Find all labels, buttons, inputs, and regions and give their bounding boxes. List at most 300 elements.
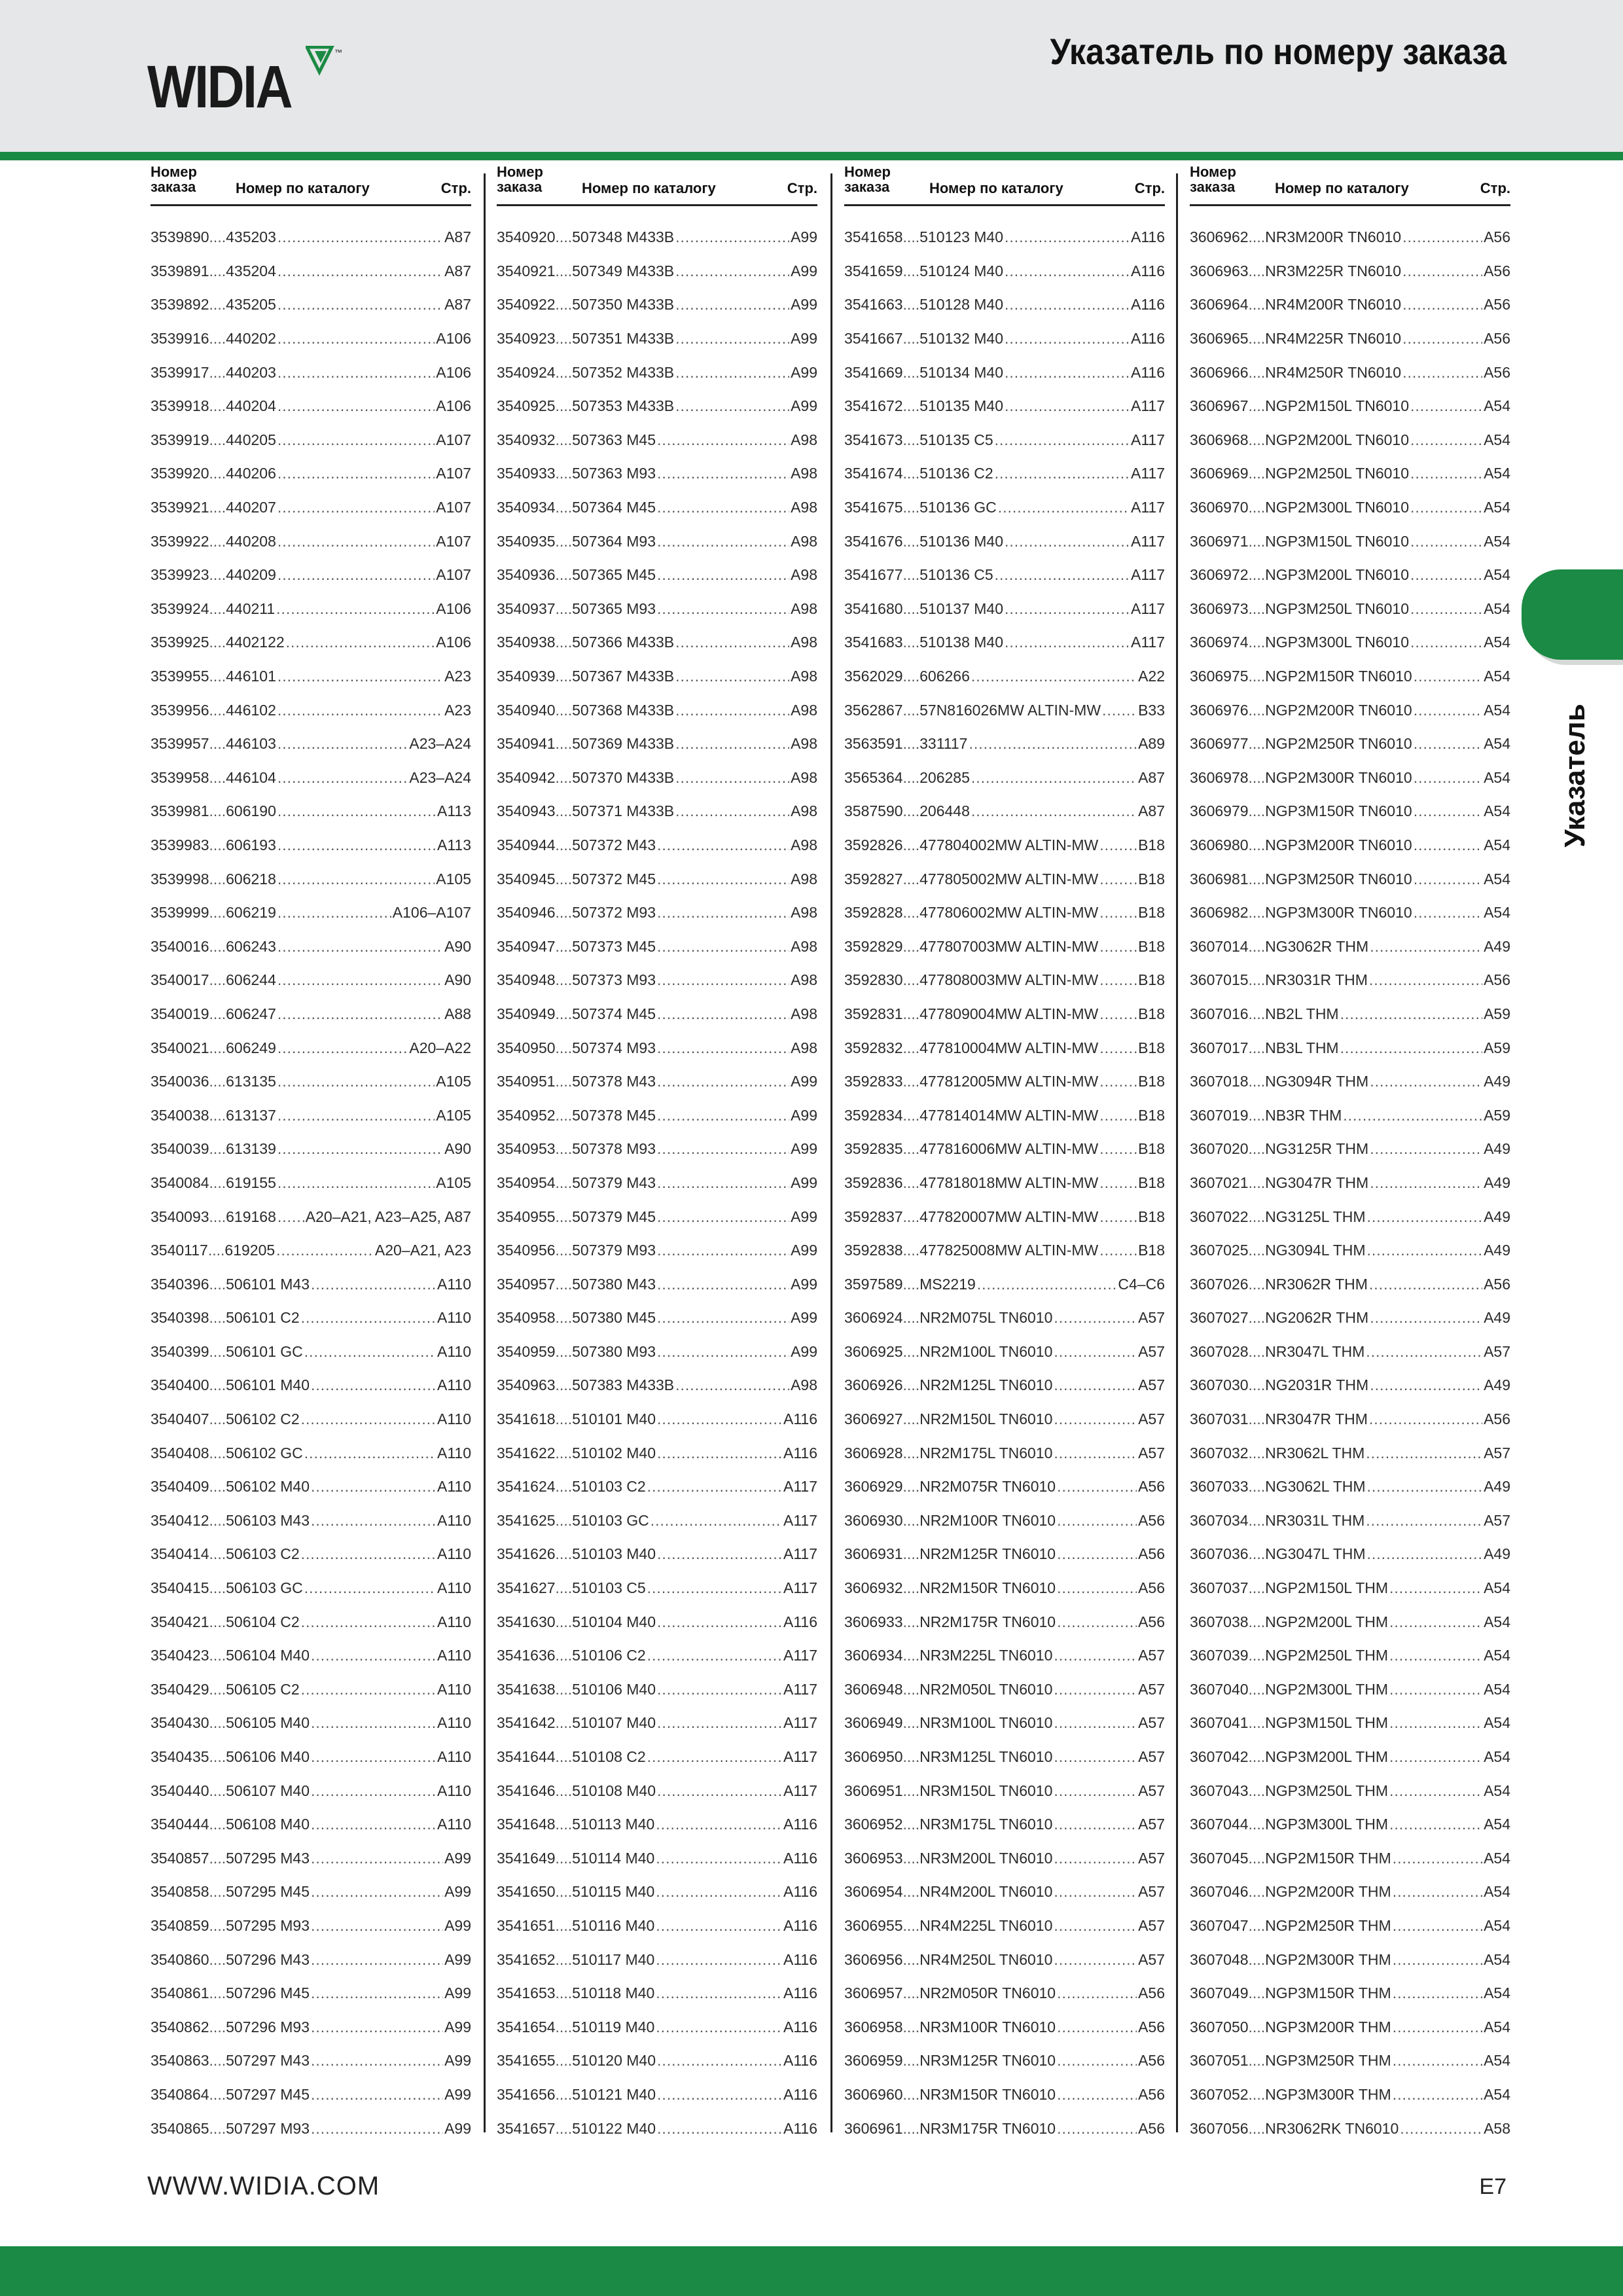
page-reference: A56 [1484,363,1510,381]
index-row [497,1842,817,1876]
page-reference: A56 [1138,1478,1165,1496]
order-number: 3607026 [1190,1275,1249,1293]
page-reference: A54 [1484,600,1510,617]
dot-leader [1410,533,1482,550]
index-row [1190,2111,1510,2145]
page-reference: A110 [437,1714,471,1732]
dot-leader [1099,1039,1137,1057]
column-header [1190,161,1510,206]
page-reference: A87 [444,262,471,279]
index-row [497,592,817,626]
catalog-number: NG2062R THM [1265,1309,1369,1327]
catalog-number: 510132 M40 [919,330,1003,348]
side-tab[interactable] [1522,569,1623,660]
page-reference: A54 [1484,532,1510,550]
dot-leader [647,1579,782,1597]
dot-leader: .... [555,1647,573,1664]
page-reference: A117 [783,1782,817,1799]
dot-leader [311,1376,436,1394]
catalog-number: 510101 M40 [572,1410,656,1428]
index-row [497,221,817,255]
index-row [844,255,1165,289]
dot-leader [656,1917,782,1935]
page-reference: A106 [436,600,471,617]
page-reference: A99 [791,397,817,415]
page-reference: A116 [1130,330,1165,348]
order-number: 3592831 [844,1005,903,1022]
page-reference: A57 [1138,1816,1165,1833]
page-reference: A98 [791,499,817,516]
page-reference: A116 [783,1916,817,1934]
dot-leader [1054,1951,1137,1969]
page-reference: A57 [1484,1444,1510,1462]
index-row [844,1132,1165,1166]
catalog-number: 446101 [226,668,276,685]
page-reference: A49 [1484,1376,1510,1394]
order-number: 3540430 [151,1714,209,1732]
catalog-number: NR2M100L TN6010 [919,1342,1053,1360]
catalog-number: 507373 M93 [572,971,656,989]
catalog-number: 510113 M40 [572,1816,655,1833]
order-number: 3607016 [1190,1005,1249,1022]
index-column-3 [844,161,1165,2145]
page-reference: A49 [1484,1545,1510,1563]
order-number: 3607025 [1190,1242,1249,1259]
page-reference: A56 [1138,1613,1165,1630]
dot-leader [1057,1545,1137,1563]
catalog-number: NGP3M250L THM [1265,1782,1389,1799]
dot-leader: .... [1248,2052,1266,2070]
catalog-number: 507297 M43 [226,2052,310,2070]
catalog-number: 510128 M40 [919,296,1003,314]
page-reference: A56 [1484,1275,1510,1293]
page-reference: A110 [437,1748,471,1766]
dot-leader: .... [902,532,920,550]
page-reference: A54 [1484,499,1510,516]
dot-leader: .... [902,2119,920,2137]
catalog-number: 606193 [226,836,276,853]
catalog-number: NGP3M200R TN6010 [1265,836,1412,853]
order-number: 3606978 [1190,768,1249,786]
dot-leader [657,1410,782,1428]
dot-leader [657,1343,789,1361]
index-row [497,1403,817,1437]
page-reference: A57 [1138,1782,1165,1799]
page-reference: A23 [444,701,471,719]
page-reference: B18 [1138,1106,1165,1124]
catalog-number: 507378 M43 [572,1073,656,1090]
dot-leader [1393,1883,1482,1901]
dot-leader: .... [1248,1444,1266,1462]
dot-leader: .... [1248,1174,1266,1191]
dot-leader: .... [207,1242,225,1259]
index-row [844,2010,1165,2044]
dot-leader [1057,1512,1137,1530]
page-reference: A49 [1484,1208,1510,1225]
order-number: 3540923 [497,330,556,348]
dot-leader: .... [1248,802,1266,820]
dot-leader [675,1376,789,1394]
dot-leader: .... [1248,2119,1266,2137]
index-row [844,1098,1165,1132]
catalog-number: NR2M100R TN6010 [919,1511,1056,1529]
order-number: 3607032 [1190,1444,1249,1462]
dot-leader [1410,566,1482,584]
dot-leader: .... [555,1242,573,1259]
order-number: 3540860 [151,1950,209,1968]
page-reference: B18 [1138,836,1165,853]
page-reference: A54 [1484,1579,1510,1597]
dot-leader [1343,1107,1482,1124]
dot-leader [1367,1242,1483,1259]
index-row [497,1301,817,1335]
order-number: 3607042 [1190,1748,1249,1766]
catalog-number: NB3L THM [1265,1039,1339,1056]
index-row [1190,1943,1510,1977]
dot-leader [277,364,435,382]
catalog-number: NR3031L THM [1265,1511,1365,1529]
page-reference: A117 [783,1545,817,1563]
index-row [844,1436,1165,1470]
dot-leader: .... [555,465,573,482]
order-number: 3607048 [1190,1950,1249,1968]
page-reference: A87 [444,296,471,314]
dot-leader [277,262,443,280]
dot-leader [657,2120,782,2138]
catalog-number: 510121 M40 [572,2085,656,2103]
order-number: 3539925 [151,634,209,651]
index-row [151,1403,471,1437]
dot-leader: .... [555,735,573,753]
column-divider [830,173,832,2132]
dot-leader [1054,1850,1137,1867]
page-reference: B18 [1138,1140,1165,1158]
dot-leader: .... [1248,296,1266,314]
dot-leader [1414,702,1482,719]
order-number: 3592832 [844,1039,903,1056]
catalog-number: NGP3M150L TN6010 [1265,532,1410,550]
order-number: 3541659 [844,262,903,279]
dot-leader: .... [902,668,920,685]
dot-leader [1099,938,1137,956]
order-number: 3540944 [497,836,556,853]
index-row [151,1706,471,1740]
order-number: 3606972 [1190,566,1249,584]
catalog-number: NR2M175L TN6010 [919,1444,1053,1462]
dot-leader: .... [902,1680,920,1698]
dot-leader: .... [1248,1410,1266,1428]
dot-leader [1054,1782,1137,1800]
catalog-number: NR4M225R TN6010 [1265,330,1402,348]
index-row [844,1740,1165,1774]
order-number: 3540955 [497,1208,556,1225]
order-number: 3607030 [1190,1376,1249,1394]
page-reference: A54 [1484,2052,1510,2070]
dot-leader: .... [1248,228,1266,246]
dot-leader: .... [555,1342,573,1360]
page-reference: A87 [444,228,471,246]
index-row [844,1031,1165,1065]
page-reference: A99 [791,1242,817,1259]
catalog-number: NR3062L THM [1265,1444,1365,1462]
catalog-number: 506104 M40 [226,1647,310,1664]
dot-leader [277,769,408,787]
index-row [497,1200,817,1234]
order-number: 3539920 [151,465,209,482]
index-row [844,1369,1165,1403]
index-row [151,1132,471,1166]
dot-leader: .... [1248,1816,1266,1833]
dot-leader [1389,1714,1482,1732]
dot-leader: .... [209,937,226,955]
dot-leader: .... [1248,1005,1266,1022]
catalog-number: NB3R THM [1265,1106,1342,1124]
order-number: 3606929 [844,1478,903,1496]
order-number: 3606973 [1190,600,1249,617]
catalog-number: NR3047R THM [1265,1410,1368,1428]
dot-leader [656,1951,782,1969]
catalog-number: NG3047R THM [1265,1174,1369,1191]
page-reference: A116 [783,1613,817,1630]
page-reference: A116 [783,1950,817,1968]
catalog-number: 477804002MW ALTIN-MW [919,836,1099,853]
page-reference: A54 [1484,1916,1510,1934]
index-row [497,322,817,356]
index-row [844,761,1165,795]
footer-url[interactable]: WWW.WIDIA.COM [147,2172,380,2200]
dot-leader: .... [902,1039,920,1056]
catalog-number: 510138 M40 [919,634,1003,651]
catalog-number: NG3125L THM [1265,1208,1366,1225]
page-reference: A99 [791,228,817,246]
dot-leader [1099,904,1137,922]
page-reference: A110 [437,1309,471,1327]
catalog-number: 510107 M40 [572,1714,656,1732]
order-number: 3541627 [497,1579,556,1597]
index-row [844,1065,1165,1099]
order-number: 3606952 [844,1816,903,1833]
page-reference: A57 [1138,1342,1165,1360]
order-number: 3540038 [151,1106,209,1124]
page-reference: A56 [1484,330,1510,348]
dot-leader [1054,1748,1137,1766]
page-reference: A90 [444,971,471,989]
dot-leader [277,533,435,550]
index-row [151,592,471,626]
dot-leader: .... [902,1410,920,1428]
index-row [844,1673,1165,1707]
dot-leader [657,1681,782,1698]
index-row [844,795,1165,829]
catalog-number: 507296 M43 [226,1950,310,1968]
order-number: 3606960 [844,2085,903,2103]
dot-leader [311,1647,436,1664]
dot-leader: .... [1248,870,1266,888]
dot-leader: .... [209,1984,226,2002]
order-number: 3539891 [151,262,209,279]
widia-logo [147,48,346,120]
order-number: 3540947 [497,937,556,955]
dot-leader [277,971,443,989]
page-reference: A113 [437,836,471,853]
index-row [1190,1740,1510,1774]
order-number: 3540412 [151,1511,209,1529]
order-number: 3606977 [1190,735,1249,753]
order-number: 3539999 [151,904,209,922]
page-reference: A98 [791,904,817,922]
page-reference: A116 [783,2018,817,2036]
index-row [151,1639,471,1673]
dot-leader [277,566,435,584]
dot-leader: .... [209,1511,226,1529]
dot-leader [657,566,789,584]
catalog-number: 506102 M40 [226,1478,310,1496]
order-number: 3540409 [151,1478,209,1496]
catalog-number: NGP3M300L TN6010 [1265,634,1410,651]
dot-leader: .... [555,566,573,584]
index-row [151,255,471,289]
dot-leader [657,1073,789,1090]
dot-leader [657,1174,789,1192]
dot-leader: .... [902,431,920,448]
dot-leader [1340,1005,1482,1023]
dot-leader: .... [209,600,226,617]
dot-leader [1389,1782,1482,1800]
dot-leader [675,296,789,314]
catalog-number: 506102 C2 [226,1410,300,1428]
dot-leader [1393,2052,1482,2070]
page-reference: A98 [791,1039,817,1056]
page-reference: A54 [1484,1714,1510,1732]
page-reference: A116 [783,2085,817,2103]
index-row [844,457,1165,491]
index-row [1190,1470,1510,1504]
order-number: 3540016 [151,937,209,955]
catalog-number: NR3M150R TN6010 [919,2085,1056,2103]
order-number: 3607028 [1190,1342,1249,1360]
order-number: 3562867 [844,701,903,719]
index-row [151,1943,471,1977]
page-reference: B33 [1138,701,1165,719]
page-reference: A54 [1484,431,1510,448]
page-reference: A57 [1484,1511,1510,1529]
dot-leader [657,971,789,989]
index-row [1190,2044,1510,2078]
index-row [1190,761,1510,795]
dot-leader: .... [209,768,226,786]
catalog-number: 507379 M93 [572,1242,656,1259]
dot-leader: .... [902,1309,920,1327]
page-reference: A116 [1130,296,1165,314]
order-number: 3540429 [151,1680,209,1698]
dot-leader [657,1242,789,1259]
index-row [151,1098,471,1132]
dot-leader: .... [902,228,920,246]
dot-leader [1099,1242,1137,1259]
dot-leader: .... [1248,431,1266,448]
page-reference: A106 [436,397,471,415]
dot-leader [277,228,443,246]
order-number: 3539924 [151,600,209,617]
dot-leader: .... [1248,1849,1266,1867]
page-reference: A57 [1138,1680,1165,1698]
order-number: 3606930 [844,1511,903,1529]
index-list [497,221,817,2145]
order-number: 3606965 [1190,330,1249,348]
index-row [844,1200,1165,1234]
index-row [844,1301,1165,1335]
index-row [497,1537,817,1571]
catalog-number: 477810004MW ALTIN-MW [919,1039,1099,1056]
dot-leader: .... [902,1242,920,1259]
dot-leader: .... [209,904,226,922]
index-row [844,389,1165,423]
index-row [497,1875,817,1909]
catalog-number: NG3062L THM [1265,1478,1366,1496]
page-reference: B18 [1138,1005,1165,1022]
index-row [1190,1098,1510,1132]
catalog-number: 510134 M40 [919,363,1003,381]
page-reference: A57 [1138,1714,1165,1732]
dot-leader: .... [555,397,573,415]
dot-leader [647,1478,782,1496]
dot-leader [1054,1917,1137,1935]
catalog-number: 506101 C2 [226,1309,300,1327]
catalog-number: NR4M225L TN6010 [919,1916,1053,1934]
index-row [844,2078,1165,2112]
dot-leader: .... [902,1545,920,1563]
dot-leader: .... [902,1916,920,1934]
catalog-number: 507365 M93 [572,600,656,617]
dot-leader: .... [1248,971,1266,989]
dot-leader: .... [209,1444,226,1462]
page-reference: A110 [437,1410,471,1428]
catalog-number: 619155 [226,1174,276,1191]
order-number: 3592833 [844,1073,903,1090]
index-row [151,524,471,558]
catalog-number: 507363 M93 [572,465,656,482]
page-reference: A59 [1484,1005,1510,1022]
order-number: 3607049 [1190,1984,1249,2002]
order-number: 3540959 [497,1342,556,1360]
index-column-2 [497,161,817,2145]
dot-leader [1099,836,1137,854]
index-row [844,288,1165,322]
order-number: 3540117 [151,1242,208,1259]
index-row [497,491,817,525]
order-number: 3606979 [1190,802,1249,820]
dot-leader [1410,499,1482,516]
dot-leader [1389,1579,1482,1597]
catalog-number: 477809004MW ALTIN-MW [919,1005,1099,1022]
page-reference: A116 [783,2119,817,2137]
dot-leader: .... [1248,1208,1266,1225]
order-number: 3606982 [1190,904,1249,922]
catalog-number: 510135 C5 [919,431,993,448]
index-row [1190,727,1510,761]
dot-leader: .... [1248,1883,1266,1901]
catalog-number: 4402122 [226,634,285,651]
dot-leader: .... [555,1140,573,1158]
dot-leader [657,465,789,482]
order-number: 3592836 [844,1174,903,1191]
order-number: 3563591 [844,735,903,753]
order-number: 3592828 [844,904,903,922]
index-row [1190,389,1510,423]
dot-leader: .... [555,1208,573,1225]
catalog-number: NR4M200R TN6010 [1265,296,1402,314]
page-reference: A107 [436,431,471,448]
